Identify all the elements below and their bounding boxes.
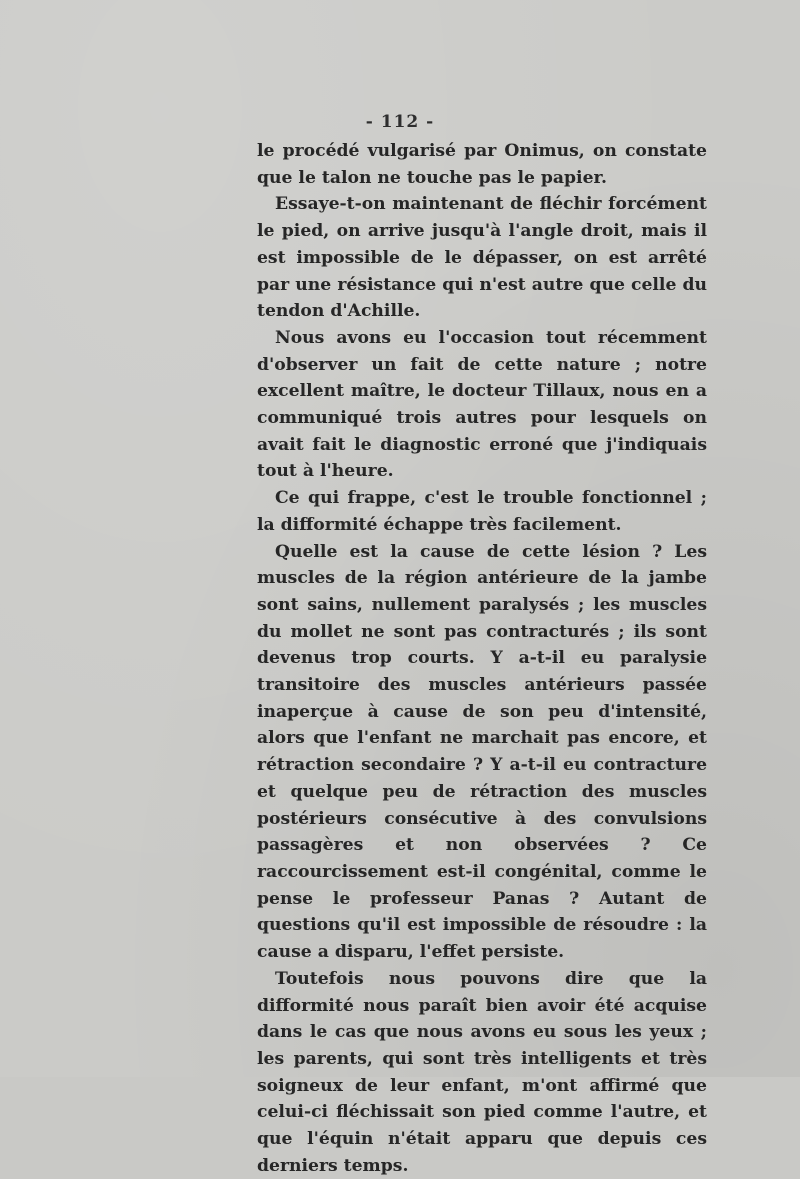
body-text: [257, 138, 707, 1179]
paragraph: Quelle est la cause de cette lésion ? Les muscles de la région antérieure de la jambe sont sains, nullement paralysés ; les muscles du mollet ne sont pas contracturés ; ils sont devenus trop courts. Y a-t-il eu paralysie transitoire des muscles antérieurs passée inaperçue à cause de son peu d'intensité, alors que l'enfant ne marchait pas encore, et rétraction secondaire ? Y a-t-il eu contracture et quelque peu de rétraction des muscles postérieurs consécutive à des convulsions passagères et non observées ? Ce raccourcissement est-il congénital, comme le pense le professeur Panas ? Autant de questions qu'il est impossible de résoudre : la cause a disparu, l'effet persiste.: [257, 541, 707, 963]
paragraph-continuation: le procédé vulgarisé par Onimus, on constate que le talon ne touche pas le papier.: [257, 141, 707, 188]
page-number: - 112 -: [365, 112, 435, 132]
paragraph: Ce qui frappe, c'est le trouble fonctionnel ; la difformité échappe très facilement.: [257, 488, 707, 535]
paragraph: Essaye-t-on maintenant de fléchir forcément le pied, on arrive jusqu'à l'angle droit, mais il est impossible de le dépasser, on est arrêté par une résistance qui n'est autre que celle du tendon d'Achille.: [257, 194, 707, 322]
paragraph: Nous avons eu l'occasion tout récemment d'observer un fait de cette nature ; notre excellent maître, le docteur Tillaux, nous en a communiqué trois autres pour lesquels on avait fait le diagnostic erroné que j'indiquais tout à l'heure.: [257, 327, 707, 482]
paragraph: Toutefois nous pouvons dire que la difformité nous paraît bien avoir été acquise dans le cas que nous avons eu sous les yeux ; les parents, qui sont très intelligents et très soigneux de leur enfant, m'ont affirmé que celui-ci fléchissait son pied comme l'autre, et que l'équin n'était apparu que depuis ces derniers temps.: [257, 968, 707, 1176]
